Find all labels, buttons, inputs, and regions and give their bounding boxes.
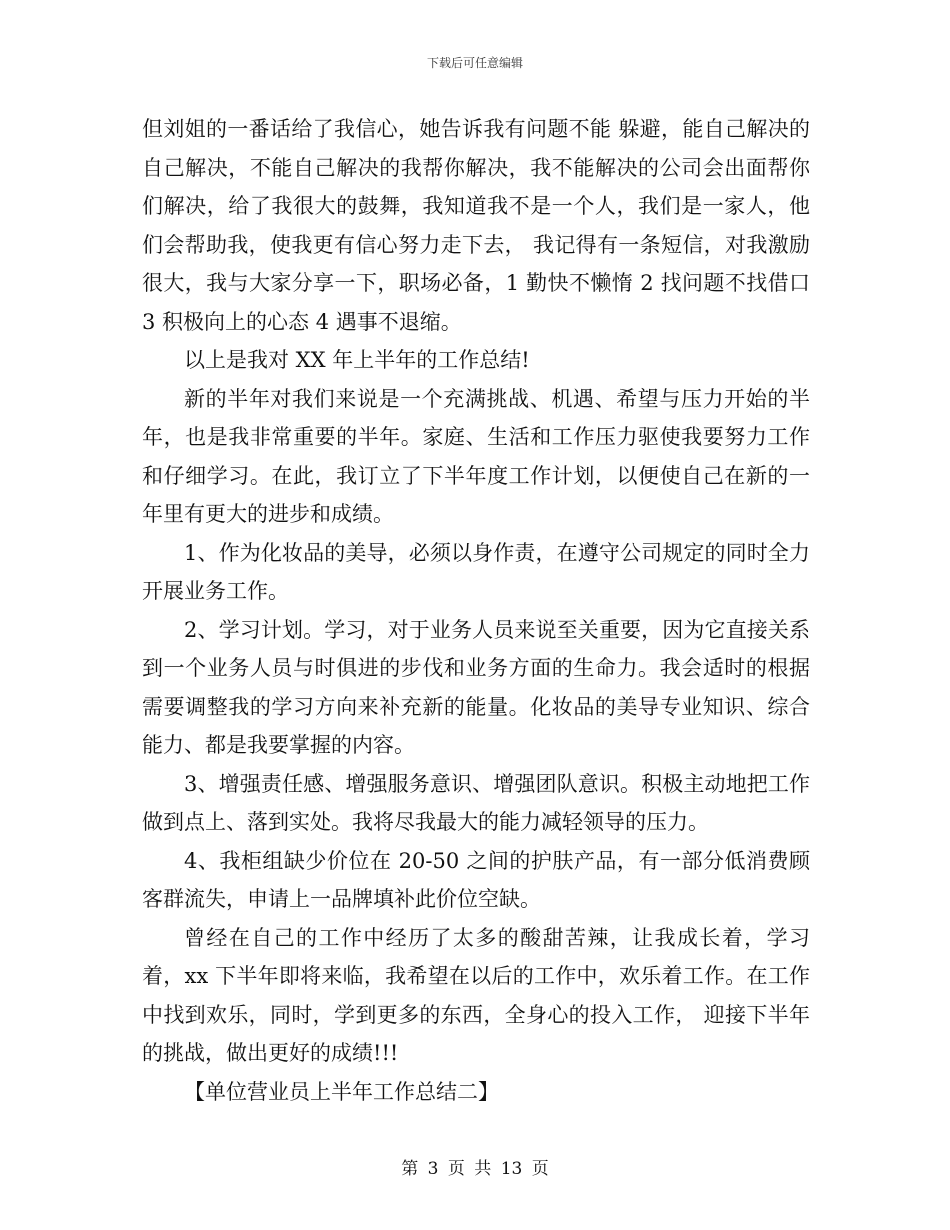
page-number: 第 3 页 共 13 页 <box>401 1159 549 1179</box>
document-body <box>142 110 810 1111</box>
page-header: 下载后可任意编辑 <box>426 56 523 70</box>
paragraph: 新的半年对我们来说是一个充满挑战、机遇、希望与压力开始的半年，也是我非常重要的半年。家庭、生活和工作压力驱使我要努力工作和仔细学习。在此，我订立了下半年度工作计划，以便使自己在新的一年里有更大的进步和成绩。 <box>142 386 810 526</box>
paragraph: 曾经在自己的工作中经历了太多的酸甜苦辣，让我成长着，学习着，xx 下半年即将来临，我希望在以后的工作中，欢乐着工作。在工作中找到欢乐，同时，学到更多的东西，全身心的投入工作， 迎接下半年的挑战，做出更好的成绩!!! <box>142 925 810 1065</box>
paragraph: 3、增强责任感、增强服务意识、增强团队意识。积极主动地把工作做到点上、落到实处。我将尽我最大的能力减轻领导的压力。 <box>142 771 810 834</box>
paragraph: 4、我柜组缺少价位在 20-50 之间的护肤产品，有一部分低消费顾客群流失，申请上一品牌填补此价位空缺。 <box>142 848 810 911</box>
section-heading: 【单位营业员上半年工作总结二】 <box>184 1079 499 1104</box>
paragraph: 但刘姐的一番话给了我信心，她告诉我有问题不能 躲避，能自己解决的自己解决，不能自己解决的我帮你解决，我不能解决的公司会出面帮你们解决，给了我很大的鼓舞，我知道我不是一个人，我们是一家人，他们会帮助我，使我更有信心努力走下去， 我记得有一条短信，对我激励很大，我与大家分享一下，职场必备，1 勤快不懒惰 2 找问题不找借口 3 积极向上的心态 4 遇事不退缩。 <box>142 117 810 334</box>
paragraph: 2、学习计划。学习，对于业务人员来说至关重要，因为它直接关系到一个业务人员与时俱进的步伐和业务方面的生命力。我会适时的根据需要调整我的学习方向来补充新的能量。化妆品的美导专业知识、综合能力、都是我要掌握的内容。 <box>142 617 810 757</box>
paragraph: 以上是我对 XX 年上半年的工作总结! <box>184 348 530 372</box>
paragraph: 1、作为化妆品的美导，必须以身作责，在遵守公司规定的同时全力开展业务工作。 <box>142 540 810 603</box>
